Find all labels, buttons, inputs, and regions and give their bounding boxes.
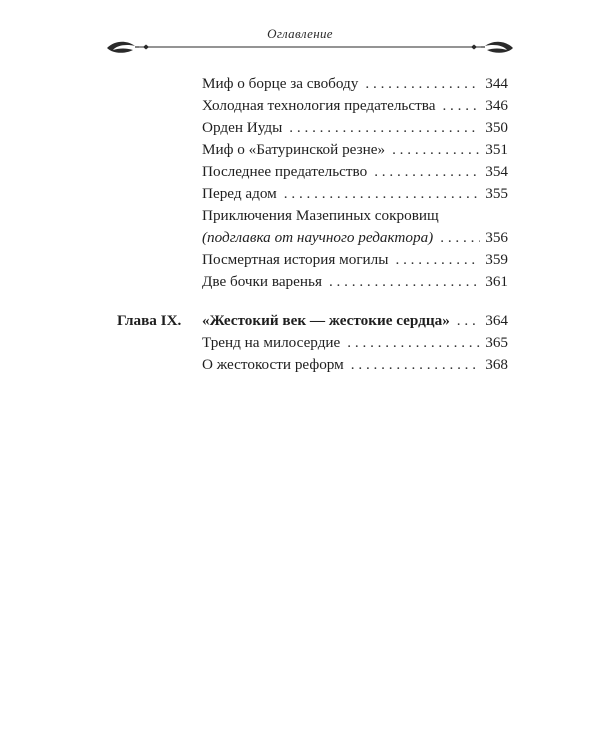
toc-entry-page: 356: [485, 229, 508, 246]
toc-entry-page: 365: [485, 334, 508, 351]
toc-entry-page: 355: [485, 185, 508, 202]
ornament-divider-icon: [105, 36, 515, 58]
toc-entry[interactable]: [202, 95, 508, 116]
toc-entry[interactable]: [202, 249, 508, 270]
toc-entry-page: 346: [485, 97, 508, 114]
toc-entry-page: 354: [485, 163, 508, 180]
toc-entry-title: Миф о «Батуринской резне»: [202, 141, 386, 158]
toc-leader-dots: [457, 310, 480, 331]
toc-entry-title: Посмертная история могилы: [202, 251, 389, 268]
chapter-label: Глава IX.: [117, 312, 182, 329]
toc-entry[interactable]: [202, 73, 508, 94]
toc-leader-dots: [440, 227, 480, 248]
toc-leader-dots: [351, 354, 480, 375]
toc-entry-title: Орден Иуды: [202, 119, 283, 136]
toc-leader-dots: [347, 332, 480, 353]
chapter-title: «Жестокий век — жестокие сердца»: [202, 312, 450, 329]
toc-entry[interactable]: [202, 354, 508, 375]
toc-entry-title-line1[interactable]: Приключения Мазепиных сокровищ: [202, 207, 439, 224]
toc-leader-dots: [329, 271, 480, 292]
toc-entry[interactable]: [202, 139, 508, 160]
toc-entry[interactable]: [202, 332, 508, 353]
toc-leader-dots: [284, 183, 480, 204]
toc-leader-dots: [289, 117, 480, 138]
toc-entry-title: О жестокости реформ: [202, 356, 344, 373]
toc-entry-page: 364: [485, 312, 508, 329]
toc-entry-title: Миф о борце за свободу: [202, 75, 359, 92]
toc-entry-title: Холодная технология предательства: [202, 97, 436, 114]
toc-entry[interactable]: [202, 183, 508, 204]
toc-entry[interactable]: [202, 161, 508, 182]
toc-entry-title: Две бочки варенья: [202, 273, 322, 290]
toc-entry-page: 344: [485, 75, 508, 92]
toc-entry-title: Перед адом: [202, 185, 277, 202]
toc-leader-dots: [374, 161, 480, 182]
toc-chapter-entry[interactable]: [202, 310, 508, 331]
toc-entry-page: 359: [485, 251, 508, 268]
toc-entry-page: 368: [485, 356, 508, 373]
toc-leader-dots: [365, 73, 480, 94]
running-header-title: Оглавление: [267, 26, 333, 41]
toc-entry[interactable]: [202, 227, 508, 248]
toc-entry[interactable]: [202, 117, 508, 138]
toc-leader-dots: [395, 249, 480, 270]
toc-entry-title: Тренд на милосердие: [202, 334, 341, 351]
toc-entry-page: 361: [485, 273, 508, 290]
toc-entry-subtitle: (подглавка от научного редактора): [202, 229, 434, 246]
toc-entry-title: Последнее предательство: [202, 163, 368, 180]
toc-entry-page: 351: [485, 141, 508, 158]
toc-leader-dots: [392, 139, 480, 160]
toc-entry[interactable]: [202, 271, 508, 292]
toc-entry-page: 350: [485, 119, 508, 136]
toc-leader-dots: [442, 95, 480, 116]
